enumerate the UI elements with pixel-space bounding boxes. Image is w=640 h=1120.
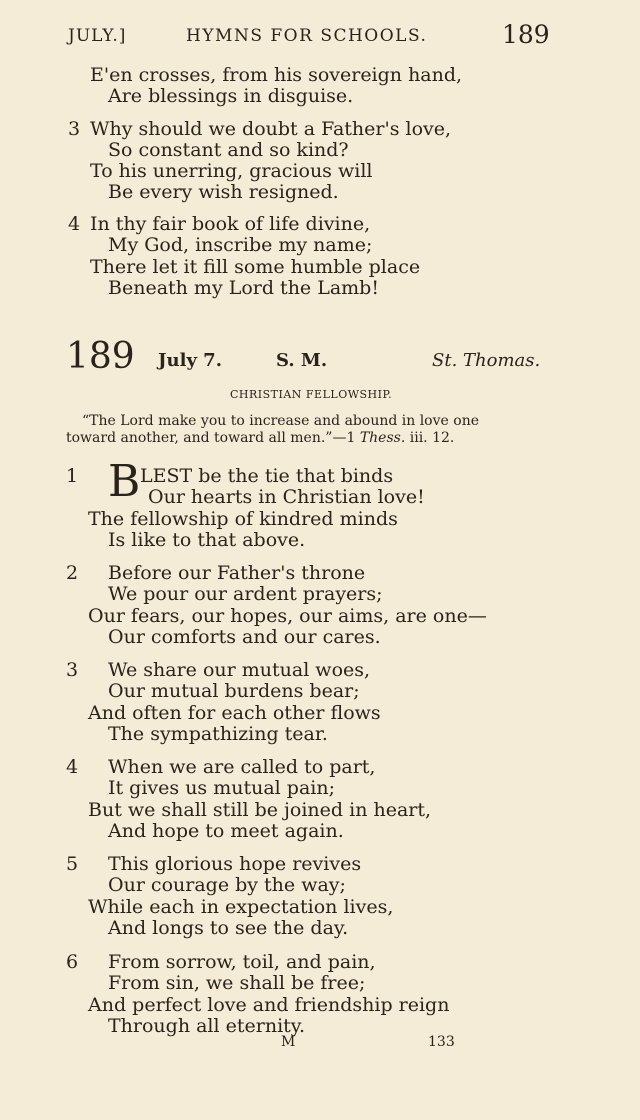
epigraph-text: “The Lord make you to increase and abound in love one [82, 413, 479, 429]
verse-line: The fellowship of kindred minds [88, 508, 398, 530]
verse-line: Before our Father's throne [108, 562, 366, 584]
drop-cap: B [108, 456, 141, 507]
verse-line: Beneath my Lord the Lamb! [108, 277, 379, 299]
epigraph-line [66, 430, 454, 446]
header-title: HYMNS FOR SCHOOLS. [186, 26, 428, 46]
verse-line: In thy fair book of life divine, [90, 213, 371, 235]
verse-line: And perfect love and friendship reign [88, 994, 450, 1016]
stanza-number: 4 [66, 756, 79, 778]
hymn-subtitle: CHRISTIAN FELLOWSHIP. [230, 388, 393, 401]
stanza-number: 6 [66, 951, 79, 973]
verse-line: Our comforts and our cares. [108, 626, 381, 648]
stanza-number: 4 [68, 213, 81, 235]
verse-line: So constant and so kind? [108, 139, 349, 161]
header-month: JULY.] [68, 26, 127, 46]
verse-line: While each in expectation lives, [88, 896, 394, 918]
stanza-number: 1 [66, 465, 79, 487]
stanza-number: 5 [66, 853, 79, 875]
epigraph-text: toward another, and toward all men.”—1 [66, 430, 360, 446]
stanza-number: 2 [66, 562, 79, 584]
running-header [0, 22, 640, 52]
verse-line: Our courage by the way; [108, 874, 346, 896]
signature-mark: M [281, 1034, 296, 1050]
hymn-number: 189 [66, 336, 135, 377]
hymn-meter: S. M. [276, 350, 328, 371]
page-number: 133 [428, 1034, 455, 1050]
verse-line: When we are called to part, [108, 756, 376, 778]
tune-name: St. Thomas. [432, 350, 541, 371]
header-hymn-number: 189 [502, 20, 550, 49]
verse-line: To his unerring, gracious will [90, 160, 373, 182]
verse-line: We pour our ardent prayers; [108, 583, 383, 605]
epigraph-reference: Thess. [359, 430, 406, 446]
stanza-number: 3 [68, 118, 81, 140]
verse-line: Our mutual burdens bear; [108, 680, 360, 702]
verse-line: We share our mutual woes, [108, 659, 371, 681]
epigraph-text: iii. 12. [405, 430, 455, 446]
verse-line: From sorrow, toil, and pain, [108, 951, 376, 973]
verse-line: There let it fill some humble place [90, 256, 421, 278]
verse-line: The sympathizing tear. [108, 723, 328, 745]
verse-line: Our fears, our hopes, our aims, are one— [88, 605, 487, 627]
verse-line: My God, inscribe my name; [108, 234, 373, 256]
verse-line: Are blessings in disguise. [108, 85, 354, 107]
stanza-number: 3 [66, 659, 79, 681]
verse-line: And often for each other flows [88, 702, 381, 724]
verse-line: Is like to that above. [108, 529, 306, 551]
verse-line: From sin, we shall be free; [108, 972, 366, 994]
verse-line: LEST be the tie that binds [140, 465, 394, 487]
verse-line: E'en crosses, from his sovereign hand, [90, 64, 463, 86]
verse-line: Through all eternity. [108, 1015, 306, 1037]
verse-line: And hope to meet again. [108, 820, 344, 842]
epigraph-line [82, 413, 479, 429]
verse-line: Be every wish resigned. [108, 181, 339, 203]
verse-line: Our hearts in Christian love! [148, 486, 425, 508]
verse-line: It gives us mutual pain; [108, 777, 335, 799]
verse-line: But we shall still be joined in heart, [88, 799, 432, 821]
verse-line: Why should we doubt a Father's love, [90, 118, 452, 140]
verse-line: This glorious hope revives [108, 853, 362, 875]
verse-line: And longs to see the day. [108, 917, 349, 939]
hymn-date: July 7. [158, 350, 222, 371]
